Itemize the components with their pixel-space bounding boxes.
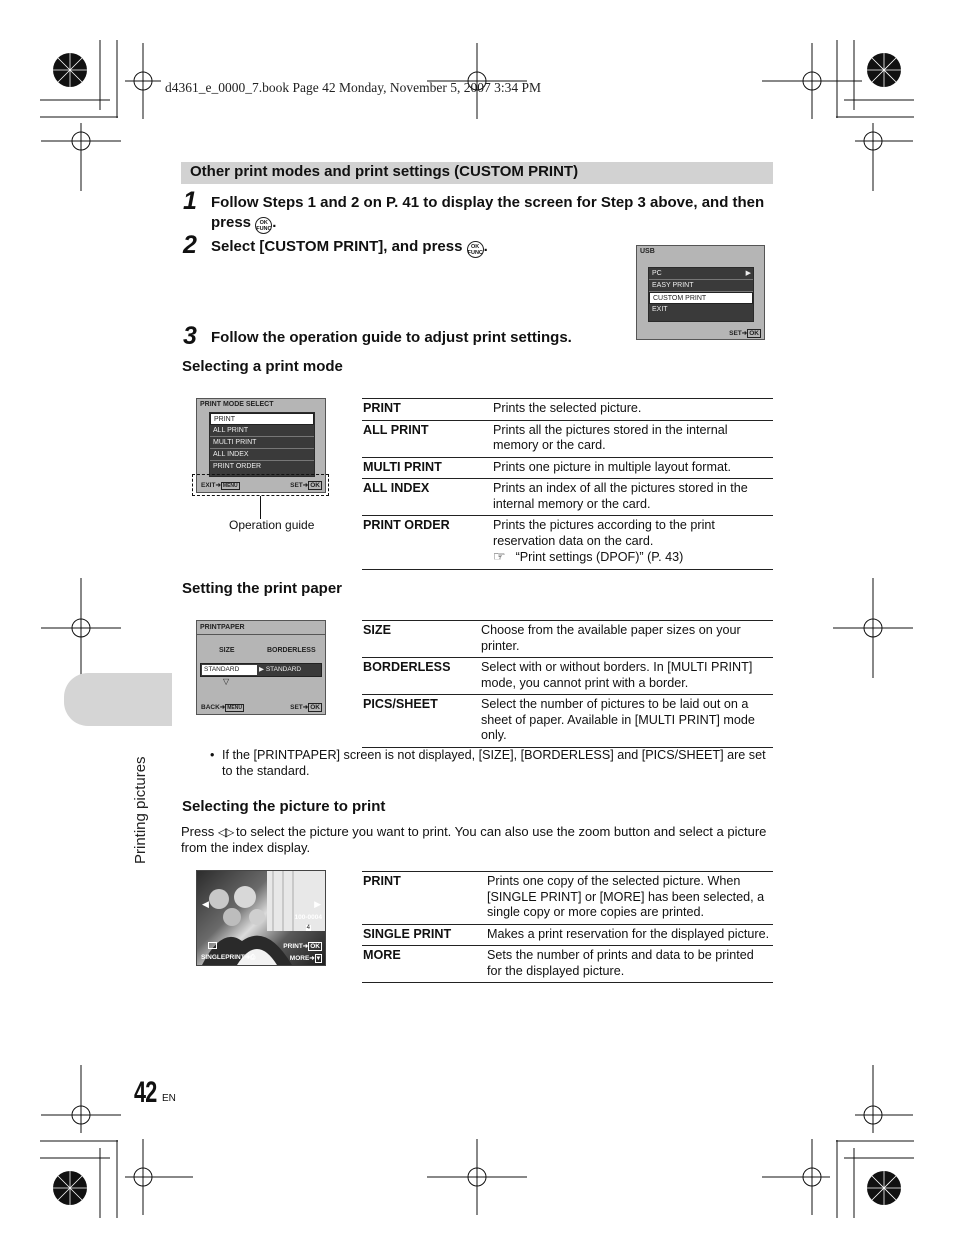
- table-row: PRINT Prints one copy of the selected picture. When [SINGLE PRINT] or [MORE] has been selected, a single copy or more copies are printed.: [362, 872, 773, 925]
- print-mode-footer-left: EXIT➜ MENU: [201, 482, 238, 489]
- table-row: SIZE Choose from the available paper sizes on your printer.: [362, 621, 773, 658]
- table-row: PICS/SHEET Select the number of pictures to be laid out on a sheet of paper. Available in [MULTI PRINT] mode only.: [362, 695, 773, 748]
- operation-guide-label: Operation guide: [229, 518, 315, 532]
- section-title: Other print modes and print settings (CUSTOM PRINT): [181, 162, 773, 184]
- usb-item-pc: PC ▶: [649, 268, 753, 280]
- printpaper-borderless-value: ▶ STANDARD: [259, 666, 302, 673]
- table-row: BORDERLESS Select with or without borders. In [MULTI PRINT] mode, you cannot print with a border.: [362, 658, 773, 695]
- print-mode-table: [362, 398, 773, 570]
- print-icon: ⎙: [250, 954, 256, 961]
- next-picture-icon: ▶: [314, 899, 321, 909]
- printpaper-footer-right: SET➜ OK: [290, 704, 320, 711]
- index-display-icon: [208, 942, 217, 949]
- side-chapter-label: Printing pictures: [132, 756, 149, 864]
- usb-item-exit: EXIT: [652, 306, 668, 313]
- step-1-number: 1: [183, 187, 197, 215]
- step-3-number: 3: [183, 322, 197, 350]
- mode-item-print-order: PRINT ORDER: [213, 463, 262, 470]
- table-row: PRINT Prints the selected picture.: [362, 399, 773, 421]
- table-row: MULTI PRINT Prints one picture in multiple layout format.: [362, 457, 773, 479]
- printpaper-col-size: SIZE: [219, 647, 235, 654]
- printpaper-note: If the [PRINTPAPER] screen is not displayed, [SIZE], [BORDERLESS] and [PICS/SHEET] are set to the standard.: [222, 748, 766, 778]
- usb-menu: [648, 267, 754, 322]
- mode-item-all-index: ALL INDEX: [210, 449, 314, 461]
- usb-screen: [636, 245, 765, 340]
- usb-item-easy-print: EASY PRINT: [649, 280, 753, 292]
- usb-footer: SET➜ OK: [729, 330, 759, 337]
- singleprint-footer: SINGLEPRINT➜⎙: [201, 954, 256, 961]
- note-bullet: •: [210, 748, 215, 762]
- prev-picture-icon: ◀: [202, 899, 209, 909]
- usb-item-custom-print: CUSTOM PRINT: [649, 292, 753, 304]
- chapter-tab: [64, 673, 172, 726]
- reference-icon: ☞: [493, 548, 506, 564]
- mode-item-all-print: ALL PRINT: [210, 425, 314, 437]
- usb-screen-title: USB: [640, 248, 655, 255]
- operation-guide-highlight: [192, 474, 329, 496]
- book-header: d4361_e_0000_7.book Page 42 Monday, November 5, 2007 3:34 PM: [165, 80, 541, 95]
- select-picture-table: [362, 871, 773, 983]
- mode-item-print: PRINT: [210, 413, 314, 425]
- step-2-text: Select [CUSTOM PRINT], and press OK FUNC.: [211, 238, 488, 256]
- print-mode-screen-title: PRINT MODE SELECT: [200, 401, 274, 408]
- ok-func-icon: OK FUNC: [255, 217, 272, 234]
- select-picture-heading: Selecting the picture to print: [182, 798, 386, 815]
- select-picture-body: Press ◁▷ to select the picture you want to print. You can also use the zoom button and select a picture from the index display.: [181, 824, 767, 855]
- printpaper-col-borderless: BORDERLESS: [267, 647, 316, 654]
- ok-func-icon: OK FUNC: [467, 241, 484, 258]
- table-row: ALL INDEX Prints an index of all the pictures stored in the internal memory or the card.: [362, 479, 773, 516]
- mode-item-multi-print: MULTI PRINT: [210, 437, 314, 449]
- arrow-left-right-icon: ◁▷: [217, 825, 233, 839]
- print-mode-footer-right: SET➜ OK: [290, 482, 320, 489]
- printpaper-size-value: STANDARD: [202, 665, 257, 675]
- picture-count: 4: [306, 925, 310, 931]
- file-number: 100-0004: [294, 914, 322, 921]
- printpaper-screen-title: PRINTPAPER: [200, 624, 245, 631]
- guide-leader-line: [260, 496, 261, 519]
- print-footer: PRINT➜ OK: [283, 943, 320, 950]
- table-row: ALL PRINT Prints all the pictures stored in the internal memory or the card.: [362, 420, 773, 457]
- table-row: PRINT ORDER Prints the pictures according to the print reservation data on the card. ☞ “Print settings (DPOF)” (P. 43): [362, 516, 773, 570]
- printpaper-values: [200, 663, 322, 677]
- page-number: 42: [134, 1076, 157, 1109]
- printpaper-footer-left: BACK➜ MENU: [201, 704, 242, 711]
- more-footer: MORE➜ ▾: [289, 955, 320, 962]
- scroll-down-icon: ▽: [223, 677, 230, 686]
- down-button-icon: ▾: [316, 955, 320, 962]
- page-lang: EN: [162, 1093, 176, 1104]
- table-row: MORE Sets the number of prints and data to be printed for the displayed picture.: [362, 946, 773, 983]
- table-row: SINGLE PRINT Makes a print reservation for the displayed picture.: [362, 924, 773, 946]
- print-paper-table: [362, 620, 773, 748]
- print-paper-heading: Setting the print paper: [182, 580, 343, 597]
- print-mode-menu: [209, 412, 315, 477]
- step-3-text: Follow the operation guide to adjust print settings.: [211, 329, 572, 346]
- step-1-text: Follow Steps 1 and 2 on P. 41 to display the screen for Step 3 above, and then press OK FUNC.: [211, 194, 765, 232]
- print-mode-heading: Selecting a print mode: [182, 358, 343, 375]
- printpaper-screen: [196, 620, 326, 715]
- step-2-number: 2: [183, 231, 197, 259]
- picture-preview-screen: [196, 870, 326, 966]
